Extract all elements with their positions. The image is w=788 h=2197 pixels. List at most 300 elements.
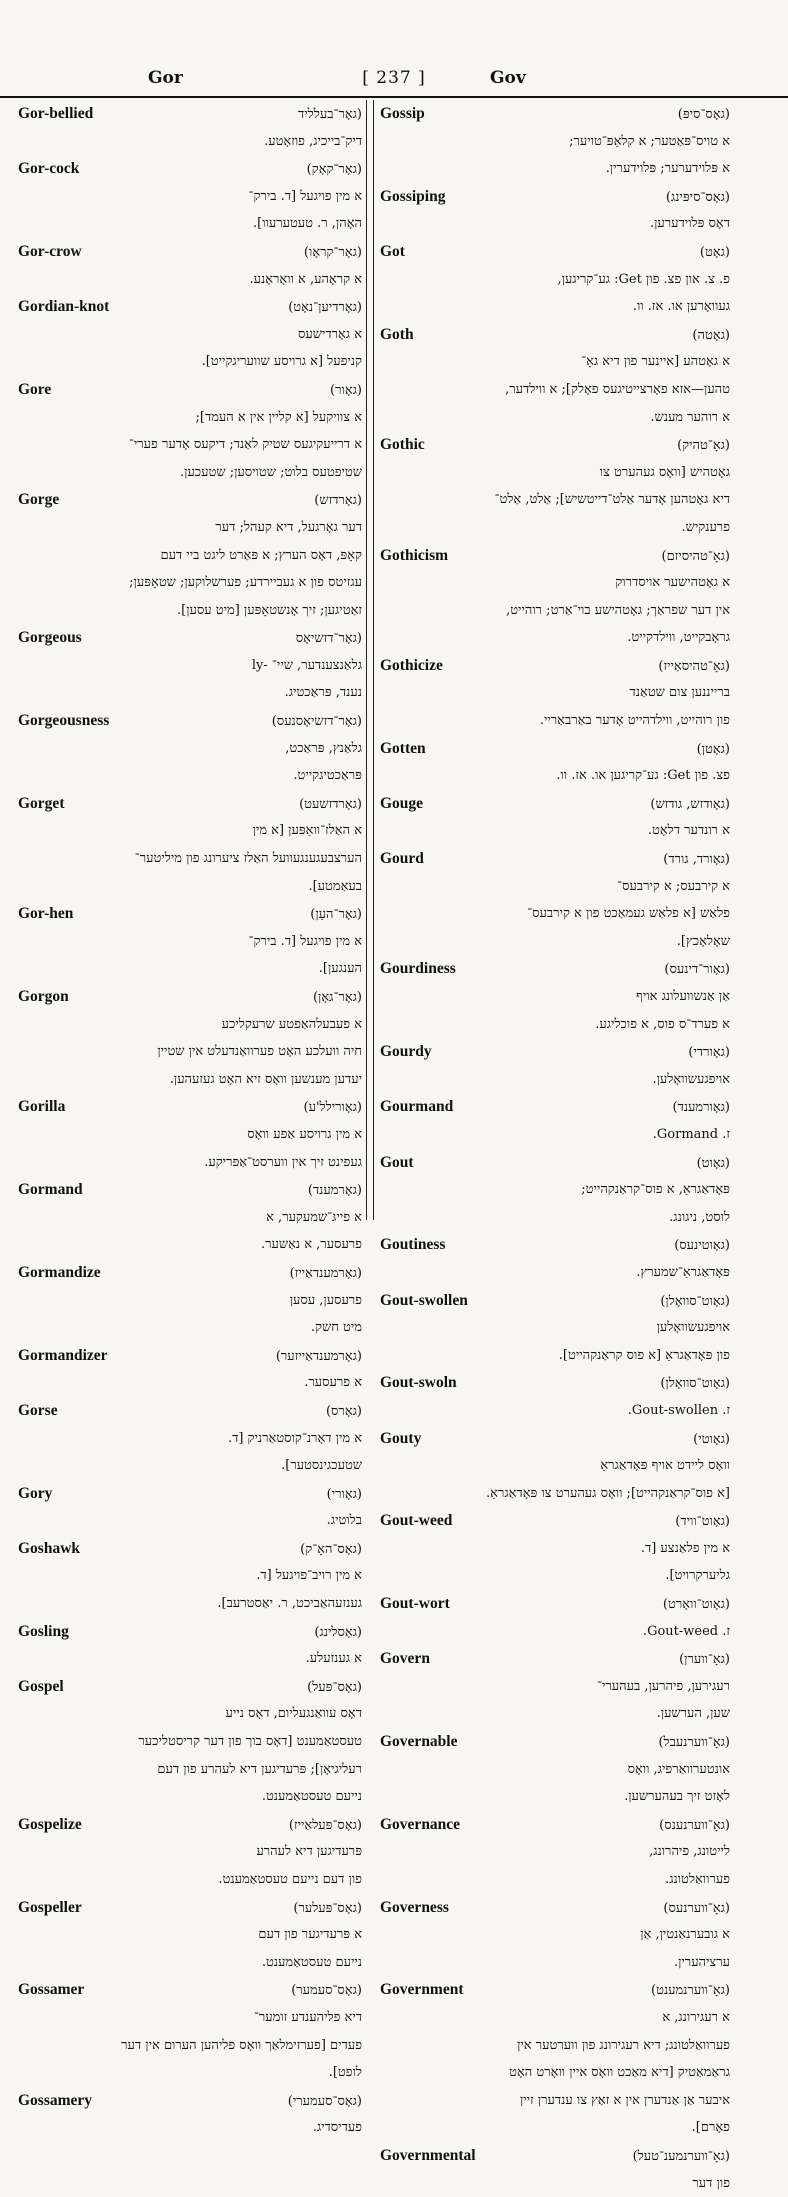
entry-first-line	[18, 1093, 362, 1121]
dictionary-entry	[18, 293, 362, 376]
pronunciation: (גאָורדי)	[688, 1045, 730, 1061]
dictionary-entry	[380, 845, 730, 955]
definition-line: פרענקיש.	[681, 519, 730, 535]
page-number: [ 237 ]	[362, 68, 426, 88]
definition-line: שען, הערשען.	[656, 1706, 730, 1722]
entry-first-line	[18, 2087, 362, 2115]
pronunciation: (גאָרמענד)	[307, 1183, 362, 1199]
definition-line: האָהן, ר. טעטערעוו].	[252, 216, 362, 232]
pronunciation: (גאָר־דזשיאָסנעס)	[271, 714, 362, 730]
dictionary-entry	[380, 1231, 730, 1286]
headword: Gospel	[18, 1677, 64, 1695]
page-header	[0, 62, 788, 98]
entry-first-line	[380, 735, 730, 763]
definition-line: ז. Gout-weed.	[642, 1623, 730, 1639]
headword: Gossiping	[380, 187, 446, 205]
entry-first-line	[18, 624, 362, 652]
entry-first-line	[380, 652, 730, 680]
dictionary-entry	[380, 1093, 730, 1148]
definition-line: לופט].	[328, 2065, 362, 2081]
entry-first-line	[380, 1287, 730, 1315]
definition-line: [א פוס־קראַנקהייט]; וואָס געהערט צו פּאָדאַגראַ.	[486, 1485, 730, 1501]
entry-first-line	[18, 238, 362, 266]
entry-first-line	[18, 1342, 362, 1370]
pronunciation: (גאָטה)	[692, 327, 730, 343]
dictionary-entry	[18, 1535, 362, 1618]
dictionary-entry	[380, 1894, 730, 1977]
headword: Gormandize	[18, 1263, 101, 1281]
pronunciation: (גאָר־קאָק)	[306, 162, 362, 178]
definition-line: ברייננען צום שטאַנד	[629, 685, 730, 701]
dictionary-entry	[380, 1507, 730, 1590]
pronunciation: (גאָ־טהיסיזם)	[661, 548, 730, 564]
headword: Gotten	[380, 739, 426, 757]
entry-first-line	[380, 542, 730, 570]
headword: Gourdy	[380, 1043, 432, 1061]
definition-line: ז. Gormand.	[652, 1126, 730, 1142]
definition-line: א פּרעדיגער פון דעם	[258, 1927, 362, 1943]
pronunciation: (גאָר־דזשיאָס	[295, 631, 362, 647]
definition-line: הערצבעגענגעוועל האַלז ציערונג פון מיליטער־	[134, 851, 362, 867]
entry-first-line	[18, 1176, 362, 1204]
entry-first-line	[380, 790, 730, 818]
headword: Got	[380, 242, 405, 260]
headword: Gossamery	[18, 2091, 93, 2109]
entry-first-line	[18, 486, 362, 514]
definition-line: לאָזט זיך בעהערשען.	[624, 1789, 730, 1805]
definition-line: פּאָדאַגראַ, א פוס־קראַנקהייט;	[581, 1182, 730, 1198]
definition-line: לייטונג, פיהרונג,	[649, 1844, 730, 1860]
dictionary-entry	[380, 1287, 730, 1370]
definition-line: ז. Gout-swollen.	[627, 1402, 730, 1418]
entry-first-line	[380, 321, 730, 349]
headword: Gout-swoln	[380, 1374, 457, 1392]
dictionary-entry	[18, 238, 362, 293]
definition-line: פּאָדאַגראַ־שמערץ.	[636, 1264, 730, 1280]
definition-line: פעדיסדיג.	[312, 2120, 362, 2136]
definition-line: נייעם טעסטאַמענט.	[261, 1954, 362, 1970]
entry-first-line	[18, 1480, 362, 1508]
dictionary-entry	[18, 900, 362, 983]
definition-line: א גאָרדישעס	[297, 326, 362, 342]
definition-line: פ. צ. און פצ. פון Get: גע־קריגען,	[557, 271, 730, 287]
definition-line: א פייגּ־שמעקער, א	[266, 1209, 362, 1225]
definition-line: נענד, פּראַכטיג.	[284, 685, 362, 701]
definition-line: א גאָטהע [איינער פון דיא גאָ־	[581, 354, 730, 370]
definition-line: דיא גאָטהען אָדער אַלט־דייטשיש]; אַלט, אַלט־	[494, 492, 730, 508]
entry-first-line	[380, 1038, 730, 1066]
pronunciation: (גאָס־פּעל)	[307, 1679, 362, 1695]
definition-line: א פּלוידערער; פּלוידערין.	[605, 161, 730, 177]
pronunciation: (גאָוטינעס)	[674, 1238, 730, 1254]
definition-line: נייעם טעסטאַמענט.	[261, 1789, 362, 1805]
definition-line: פון דער	[692, 2175, 730, 2191]
dictionary-entry	[380, 1728, 730, 1811]
dictionary-entry	[18, 1480, 362, 1535]
dictionary-entry	[380, 431, 730, 541]
pronunciation: (גאָ־ווערנמענ־טעל)	[632, 2148, 730, 2164]
pronunciation: (גאָורד, גורד)	[663, 852, 730, 868]
definition-line: אונטערוואַרפיג, וואָס	[627, 1761, 730, 1777]
definition-line: א פערד־ס פוס, א פוכליגע.	[595, 1016, 730, 1032]
definition-line: ערציהערין.	[673, 1954, 730, 1970]
definition-line: פעדים [פערזימלאַך וואָס פליהען הערום אין דער	[121, 2037, 362, 2053]
pronunciation: (גאָוטי)	[693, 1431, 730, 1447]
headword: Gourmand	[380, 1098, 454, 1116]
pronunciation: (גאָר־גאָן)	[312, 990, 362, 1005]
definition-line: א פרעסער.	[304, 1375, 362, 1391]
headword: Gout-weed	[380, 1512, 453, 1530]
definition-line: איבער אַן אַנדערן אין א זאַץ צו ענדערן זיין	[519, 2092, 730, 2108]
definition-line: קאָפּ, דאָס הערץ; א פּאַרט ליגט ביי דעם	[160, 547, 362, 563]
headword: Gory	[18, 1484, 53, 1502]
definition-line: רעליגיאָן]; פּרעדיגען דיא לעהרע פון דעם	[157, 1761, 362, 1777]
pronunciation: (גאָוט־וואָרט)	[662, 1597, 730, 1613]
headword: Gourdiness	[380, 960, 456, 978]
entry-first-line	[18, 1259, 362, 1287]
definition-line: א טויס־פּאַטער; א קלאַפּ־טויער;	[569, 133, 730, 149]
definition-line: א מין פלאַנצע [ד.	[640, 1540, 730, 1556]
header-left-guide: Gor	[148, 68, 183, 88]
entry-first-line	[380, 238, 730, 266]
entry-first-line	[18, 790, 362, 818]
headword: Gothic	[380, 436, 425, 454]
pronunciation: (גאָט)	[699, 244, 730, 260]
headword: Gorget	[18, 794, 65, 812]
pronunciation: (גאָודזש, גודזש)	[650, 796, 730, 812]
definition-line: א פעבעלהאַפטע שרעקליכע	[221, 1016, 362, 1032]
dictionary-entry	[380, 183, 730, 238]
pronunciation: (גאָ־ווערן)	[679, 1652, 730, 1668]
pronunciation: (גאָ־ווערנמענט)	[651, 1983, 730, 1999]
pronunciation: (גאָס־סעמער)	[291, 1983, 362, 1999]
definition-line: פּראַכטיגקייט.	[293, 768, 362, 784]
definition-line: א מין גרויסע אַפע וואָס	[247, 1126, 362, 1142]
headword: Gout	[380, 1153, 414, 1171]
headword: Gorse	[18, 1401, 58, 1419]
definition-line: א דרייעקיגעס שטיק לאַנד; דיקעס אָדער פערי־	[128, 437, 362, 453]
dictionary-entry	[18, 983, 362, 1093]
entry-first-line	[18, 900, 362, 928]
headword: Goshawk	[18, 1539, 81, 1557]
definition-line: פּרעדיגען דיא לעהרע	[256, 1844, 362, 1860]
headword: Gouge	[380, 794, 424, 812]
definition-line: גראָבקייט, ווילדקייט.	[627, 630, 730, 646]
definition-line: א צוויקעל [א קליין אין א העמד];	[195, 409, 362, 425]
headword: Gorge	[18, 491, 60, 509]
pronunciation: (גאָסלינג)	[314, 1624, 362, 1640]
entry-first-line	[380, 955, 730, 983]
dictionary-entry	[380, 2142, 730, 2197]
definition-line: געוואָרען או. אז. וו.	[632, 299, 730, 315]
definition-line: א מין פויגעל [ד. בירק־	[248, 188, 362, 204]
headword: Government	[380, 1981, 464, 1999]
definition-line: אויפגעשוואָלען.	[652, 1071, 730, 1087]
dictionary-entry	[18, 2087, 362, 2142]
definition-line: א גובערנאַנטין, אַן	[640, 1927, 730, 1943]
pronunciation: (גאָרמענדאַייז)	[289, 1265, 362, 1281]
definition-line: לוסט, ניגונג.	[669, 1209, 730, 1225]
dictionary-entry	[18, 486, 362, 624]
headword: Gout-swollen	[380, 1291, 468, 1309]
entry-first-line	[18, 1673, 362, 1701]
pronunciation: (גאָור־דינעס)	[664, 962, 730, 978]
headword: Gossamer	[18, 1981, 85, 1999]
dictionary-entry	[18, 790, 362, 900]
dictionary-entry	[380, 1645, 730, 1728]
definition-line: בלוטיג.	[326, 1513, 362, 1529]
entry-first-line	[380, 1369, 730, 1397]
headword: Gorgon	[18, 988, 69, 1005]
definition-line: פערוואַלטונג.	[665, 1872, 730, 1887]
dictionary-entry	[18, 376, 362, 486]
dictionary-entry	[380, 1976, 730, 2142]
dictionary-entry	[18, 1894, 362, 1977]
dictionary-entry	[380, 735, 730, 790]
definition-line: א האַלז־וואַפּען [א מין	[252, 823, 362, 839]
definition-line: אויפגעשוואָלען	[656, 1320, 730, 1336]
dictionary-entry	[380, 955, 730, 1038]
dictionary-entry	[380, 1149, 730, 1232]
dictionary-entry	[380, 1811, 730, 1894]
pronunciation: (גאָס־סיפּ)	[677, 107, 730, 122]
definition-line: א מין דאָרנ־קוסטאַרניק [ד.	[227, 1430, 362, 1446]
entry-first-line	[18, 100, 362, 128]
definition-line: א קראָהע, א וואָראָנע.	[249, 271, 362, 287]
entry-first-line	[380, 1093, 730, 1121]
pronunciation: (גאָס־פּעלער)	[293, 1900, 362, 1916]
definition-line: א רונדער דלאָט.	[647, 823, 730, 839]
definition-line: פון דעם נייעם טעסטאַמענט.	[218, 1872, 362, 1887]
pronunciation: (גאָורי)	[326, 1486, 362, 1502]
pronunciation: (גאָורמענד)	[672, 1100, 730, 1116]
pronunciation: (גאָס־האָ־ק)	[300, 1541, 362, 1557]
definition-line: שטעכגינסטער].	[281, 1458, 362, 1474]
definition-line: א מין פויגעל [ד. בירק־	[248, 933, 362, 949]
definition-line: דיא פליהענדע זומער־	[253, 2009, 362, 2025]
pronunciation: (גאָרמענדאַייזער)	[275, 1348, 362, 1364]
dictionary-entry	[380, 100, 730, 183]
pronunciation: (גאָס־פּעלאַייז)	[288, 1817, 362, 1833]
dictionary-entry	[380, 321, 730, 431]
dictionary-entry	[18, 707, 362, 790]
definition-line: אַן אַנשוועלונג אויף	[636, 989, 730, 1004]
definition-line: דאָס עוואַנגעליום, דאָס נייע	[225, 1706, 362, 1722]
definition-line: קניפעל [א גרויסע שוועריגקייט].	[201, 354, 362, 370]
entry-first-line	[380, 1231, 730, 1259]
column-divider	[366, 100, 374, 1220]
entry-first-line	[18, 707, 362, 735]
definition-line: פצ. פון Get: גע־קריגען או. אז. וו.	[556, 768, 730, 784]
headword: Governmental	[380, 2146, 476, 2164]
headword: Gorgeousness	[18, 712, 110, 730]
dictionary-entry	[18, 1673, 362, 1811]
definition-line: דאָס פּלוידערען.	[649, 216, 730, 232]
definition-line: דער גאָרגעל, דיא קעהל; דער	[215, 519, 362, 535]
entry-first-line	[380, 1811, 730, 1839]
pronunciation: (גאָר־בעלליד	[298, 107, 362, 122]
definition-line: פרעסען, עסען	[289, 1292, 362, 1308]
dictionary-entry	[380, 652, 730, 735]
definition-line: גליערקרויט].	[665, 1568, 730, 1584]
definition-line: שטיפטעס בלוט; שטויסען; שטעכען.	[180, 464, 362, 480]
headword: Gout-wort	[380, 1595, 450, 1613]
headword: Gothicize	[380, 656, 443, 674]
definition-line: פאָרם].	[691, 2120, 730, 2136]
definition-line: פון פּאָדאַגראַ [א פוס קראַנקהייט].	[558, 1347, 730, 1363]
definition-line: גלאַנץ, פּראַכט,	[285, 740, 362, 756]
dictionary-entry	[18, 1259, 362, 1342]
dictionary-entry	[380, 1369, 730, 1424]
pronunciation: (גאָרדיען־נאָט)	[288, 300, 362, 316]
left-column	[18, 100, 362, 2136]
pronunciation: (גאָר־קראָו)	[303, 244, 362, 260]
dictionary-entry	[18, 624, 362, 707]
pronunciation: (גאָורילל'ע)	[303, 1100, 362, 1116]
pronunciation: (גאָרס)	[325, 1403, 362, 1419]
headword: Gor-crow	[18, 242, 82, 260]
dictionary-entry	[18, 1976, 362, 2086]
pronunciation: (גאָוט־וויד)	[675, 1514, 730, 1530]
definition-line: בעאַמטע].	[308, 878, 362, 894]
definition-line: דיק־בייכיג, פוזאָטע.	[264, 133, 362, 149]
headword: Gordian-knot	[18, 298, 110, 316]
entry-first-line	[380, 845, 730, 873]
entry-first-line	[18, 1894, 362, 1922]
definition-line: פלאַש [א פלאַש געמאַכט פון א קירבעס־	[527, 906, 730, 922]
pronunciation: (גאָ־טהיסאַייז)	[658, 658, 730, 674]
definition-line: פערוואַלטונג; דיא רעגירונג פון ווערטער אין	[517, 2037, 730, 2053]
pronunciation: (גאָר־העַן)	[310, 907, 362, 923]
definition-line: שאָלאָכץ].	[676, 933, 730, 949]
pronunciation: (גאָטן)	[696, 741, 730, 757]
entry-first-line	[18, 1535, 362, 1563]
definition-line: רעגירען, פיהרען, בעהערי־	[596, 1678, 730, 1694]
entry-first-line	[380, 100, 730, 128]
definition-line: טהען—אזא פאָרצייטיגעס פאָלק]; א ווילדער,	[505, 381, 730, 397]
definition-line: חיה וועלכע האָט פערוואַנדעלט אין שטיין	[157, 1044, 362, 1060]
entry-first-line	[380, 1645, 730, 1673]
dictionary-entry	[18, 1093, 362, 1176]
definition-line: הענגען].	[318, 961, 362, 977]
dictionary-entry	[18, 1176, 362, 1259]
definition-line: א גאָטהישער אויסדרוק	[615, 575, 730, 591]
headword: Gorilla	[18, 1098, 66, 1116]
definition-line: זאַטיגען; זיך אָנשטאָפּען [מיט עסען].	[176, 602, 362, 618]
headword: Gormand	[18, 1181, 83, 1199]
headword: Govern	[380, 1650, 430, 1668]
headword: Gothicism	[380, 546, 449, 564]
entry-first-line	[18, 293, 362, 321]
headword: Governance	[380, 1815, 461, 1833]
definition-line: עגזיטס פון א געביירדע; פערשלוקען; שטאָפּען;	[129, 575, 362, 591]
headword: Gorgeous	[18, 629, 82, 647]
headword: Goutiness	[380, 1236, 446, 1254]
definition-line: טעסטאַמענט [דאָס בוך פון דער קריסטליכער	[138, 1734, 362, 1750]
dictionary-entry	[380, 1425, 730, 1508]
definition-line: אין דער שפראַך; גאָטהישע בוי־אַרט; רוהייט,	[506, 602, 730, 618]
right-column	[380, 100, 730, 2191]
pronunciation: (גאָ־ווערנעס)	[663, 1900, 730, 1916]
entry-first-line	[380, 1976, 730, 2004]
definition-line: א קירבעס; א קירבעס־	[617, 878, 730, 894]
definition-line: גאָטהיש [וואָס געהערט צו	[599, 464, 730, 480]
entry-first-line	[18, 376, 362, 404]
headword: Gor-bellied	[18, 105, 94, 122]
pronunciation: (גאָרדזש)	[314, 493, 362, 509]
pronunciation: (גאָ־ווערנענס)	[659, 1817, 730, 1833]
entry-first-line	[380, 431, 730, 459]
headword: Governess	[380, 1898, 449, 1916]
entry-first-line	[18, 155, 362, 183]
headword: Gourd	[380, 850, 424, 868]
headword: Gosling	[18, 1622, 69, 1640]
dictionary-entry	[18, 100, 362, 155]
dictionary-entry	[18, 1342, 362, 1397]
entry-first-line	[380, 1507, 730, 1535]
entry-first-line	[380, 1894, 730, 1922]
headword: Gospelize	[18, 1815, 82, 1833]
headword: Gor-hen	[18, 905, 74, 923]
definition-line: א רעגירונג, א	[662, 2009, 730, 2025]
dictionary-entry	[380, 790, 730, 845]
entry-first-line	[380, 1149, 730, 1177]
headword: Gor-cock	[18, 160, 80, 178]
entry-first-line	[380, 1425, 730, 1453]
dictionary-entry	[18, 1397, 362, 1480]
entry-first-line	[18, 1976, 362, 2004]
definition-line: א מין רויב־פויגעל [ד.	[256, 1568, 362, 1584]
pronunciation: (גאָס־סיפּינג)	[665, 189, 730, 205]
headword: Gore	[18, 380, 52, 398]
dictionary-entry	[380, 1038, 730, 1093]
dictionary-entry	[18, 1811, 362, 1894]
headword: Goth	[380, 325, 414, 343]
entry-first-line	[18, 1618, 362, 1646]
dictionary-entry	[18, 1618, 362, 1673]
dictionary-entry	[380, 1590, 730, 1645]
entry-first-line	[18, 1397, 362, 1425]
pronunciation: (גאָ־טהיק)	[677, 438, 730, 454]
entry-first-line	[18, 983, 362, 1011]
dictionary-entry	[18, 155, 362, 238]
definition-line: גענזעהאַביכט, ר. יאַסטרעב].	[217, 1596, 362, 1612]
pronunciation: (גאָוט־סוואָלן)	[660, 1376, 730, 1392]
dictionary-entry	[380, 238, 730, 321]
entry-first-line	[380, 2142, 730, 2170]
definition-line: א גענזעלע.	[305, 1651, 362, 1667]
pronunciation: (גאָס־סעמערי)	[287, 2093, 362, 2109]
headword: Gospeller	[18, 1898, 82, 1916]
definition-line: פון רוהייט, ווילדהייט אָדער באַרבאַריי.	[539, 713, 730, 729]
dictionary-entry	[380, 542, 730, 652]
definition-line: יעדען מענשען וואָס זיא האָט געזעהען.	[169, 1071, 362, 1087]
headword: Gouty	[380, 1429, 422, 1447]
definition-line: מיט חשק.	[310, 1320, 362, 1336]
definition-line: וואָס ליידט אויף פּאָדאַגראַ	[600, 1458, 730, 1474]
definition-line: א רוהער מענש.	[650, 409, 730, 425]
headword: Gormandizer	[18, 1346, 108, 1364]
pronunciation: (גאָוט)	[696, 1155, 730, 1171]
pronunciation: (גאָ־ווערנעבל)	[658, 1735, 730, 1751]
entry-first-line	[380, 1728, 730, 1756]
pronunciation: (גאָוט־סוואָלן)	[660, 1293, 730, 1309]
pronunciation: (גאָור)	[330, 382, 362, 398]
headword: Gossip	[380, 105, 425, 122]
definition-line: גלאַנצענדער, שיי־ -ly	[251, 657, 362, 673]
headword: Governable	[380, 1733, 458, 1751]
definition-line: געפינט זיך אין ווערסט־אַפריקע.	[204, 1154, 362, 1170]
